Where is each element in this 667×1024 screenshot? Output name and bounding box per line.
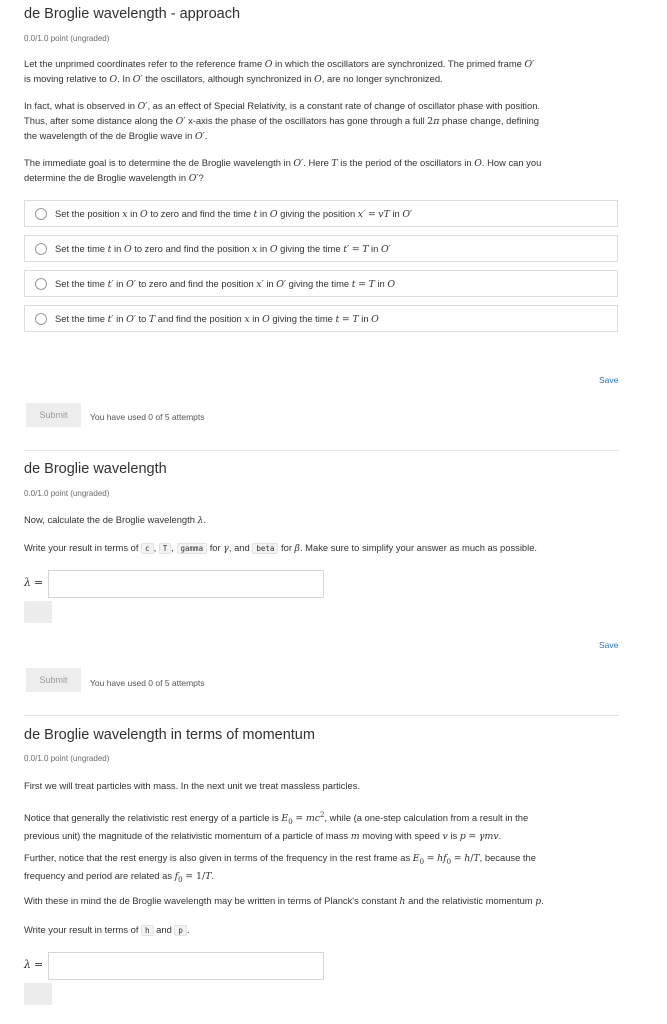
formula-preview-box — [24, 983, 52, 1005]
attempts-counter: You have used 0 of 5 attempts — [90, 678, 205, 688]
paragraph-write-terms-hp: Write your result in terms of h and p . — [24, 924, 190, 935]
submit-button[interactable]: Submit — [26, 668, 81, 692]
problem-title-wavelength: de Broglie wavelength — [24, 461, 167, 477]
code-T: T — [159, 543, 172, 554]
code-p: p — [174, 925, 187, 936]
code-c: c — [141, 543, 154, 554]
paragraph-frames: Let the unprimed coordinates refer to the reference frame O in which the oscillators are synchronized. The primed frame O′ is moving relative to O. In O′ the oscillators, although synchronized in O, are no longer synchronized. — [24, 58, 535, 85]
formula-preview-box — [24, 601, 52, 623]
lambda-label: λ = — [24, 576, 44, 589]
lambda-momentum-input[interactable] — [48, 952, 324, 980]
points-label: 0.0/1.0 point (ungraded) — [24, 754, 110, 763]
save-link[interactable]: Save — [599, 640, 619, 650]
code-gamma: gamma — [177, 543, 208, 554]
paragraph-rest-energy: Notice that generally the relativistic rest energy of a particle is $E_0 = mc^2$, while (a one-step calculation from a result in the previous unit) the magnitude of the relativistic momentum of a particle of mass m moving with speed v is p = γmv. — [24, 811, 529, 842]
attempts-counter: You have used 0 of 5 attempts — [90, 412, 205, 422]
option-3-label: Set the time t′ in O′ to zero and find the position x′ in O′ giving the time t = T in O — [55, 277, 396, 290]
points-label: 0.0/1.0 point (ungraded) — [24, 34, 110, 43]
code-beta: beta — [252, 543, 278, 554]
paragraph-calculate: Now, calculate the de Broglie wavelength λ. — [24, 514, 207, 526]
paragraph-particles: First we will treat particles with mass. In the next unit we treat massless particles. — [24, 780, 361, 791]
problem-title-approach: de Broglie wavelength - approach — [24, 6, 241, 22]
lambda-label: λ = — [24, 958, 44, 971]
option-2[interactable] — [24, 235, 618, 262]
lambda-input[interactable] — [48, 570, 324, 598]
option-3[interactable] — [24, 270, 618, 297]
section-divider — [24, 715, 619, 716]
option-1[interactable] — [24, 200, 618, 227]
radio-option-4[interactable] — [35, 313, 47, 325]
paragraph-planck: With these in mind the de Broglie wavelength may be written in terms of Planck's constant h and the relativistic momentum p. — [24, 895, 544, 907]
radio-option-1[interactable] — [35, 208, 47, 220]
points-label: 0.0/1.0 point (ungraded) — [24, 489, 110, 498]
radio-option-3[interactable] — [35, 278, 47, 290]
paragraph-frequency: Further, notice that the rest energy is also given in terms of the frequency in the rest frame as $E_0 = hf_0 = h/T$, because the frequency and period are related as $f_0 = 1/T$. — [24, 852, 536, 884]
option-4[interactable] — [24, 305, 618, 332]
code-h: h — [141, 925, 154, 936]
option-4-label: Set the time t′ in O′ to T and find the position x in O giving the time t = T in O — [55, 312, 379, 325]
paragraph-write-terms: Write your result in terms of c , T , gamma for γ, and beta for β. Make sure to simplify your answer as much as possible. — [24, 542, 538, 554]
paragraph-goal: The immediate goal is to determine the de Broglie wavelength in O′. Here T is the period of the oscillators in O. How can you determine the de Broglie wavelength in O′? — [24, 157, 542, 184]
option-1-label: Set the position x in O to zero and find the time t in O giving the position x′ = vT in O′ — [55, 207, 413, 220]
save-link[interactable]: Save — [599, 375, 619, 385]
option-2-label: Set the time t in O to zero and find the position x in O giving the time t′ = T in O′ — [55, 242, 391, 255]
radio-option-2[interactable] — [35, 243, 47, 255]
paragraph-phase: In fact, what is observed in O′, as an effect of Special Relativity, is a constant rate of change of oscillator phase with position. Thus, after some distance along the O′ x-axis the phase of the oscillators has gone through a full 2π phase change, defining the wavelength of the de Broglie wave in O′. — [24, 100, 541, 142]
section-divider — [24, 450, 619, 451]
problem-title-momentum: de Broglie wavelength in terms of momentum — [24, 727, 315, 743]
submit-button[interactable]: Submit — [26, 403, 81, 427]
